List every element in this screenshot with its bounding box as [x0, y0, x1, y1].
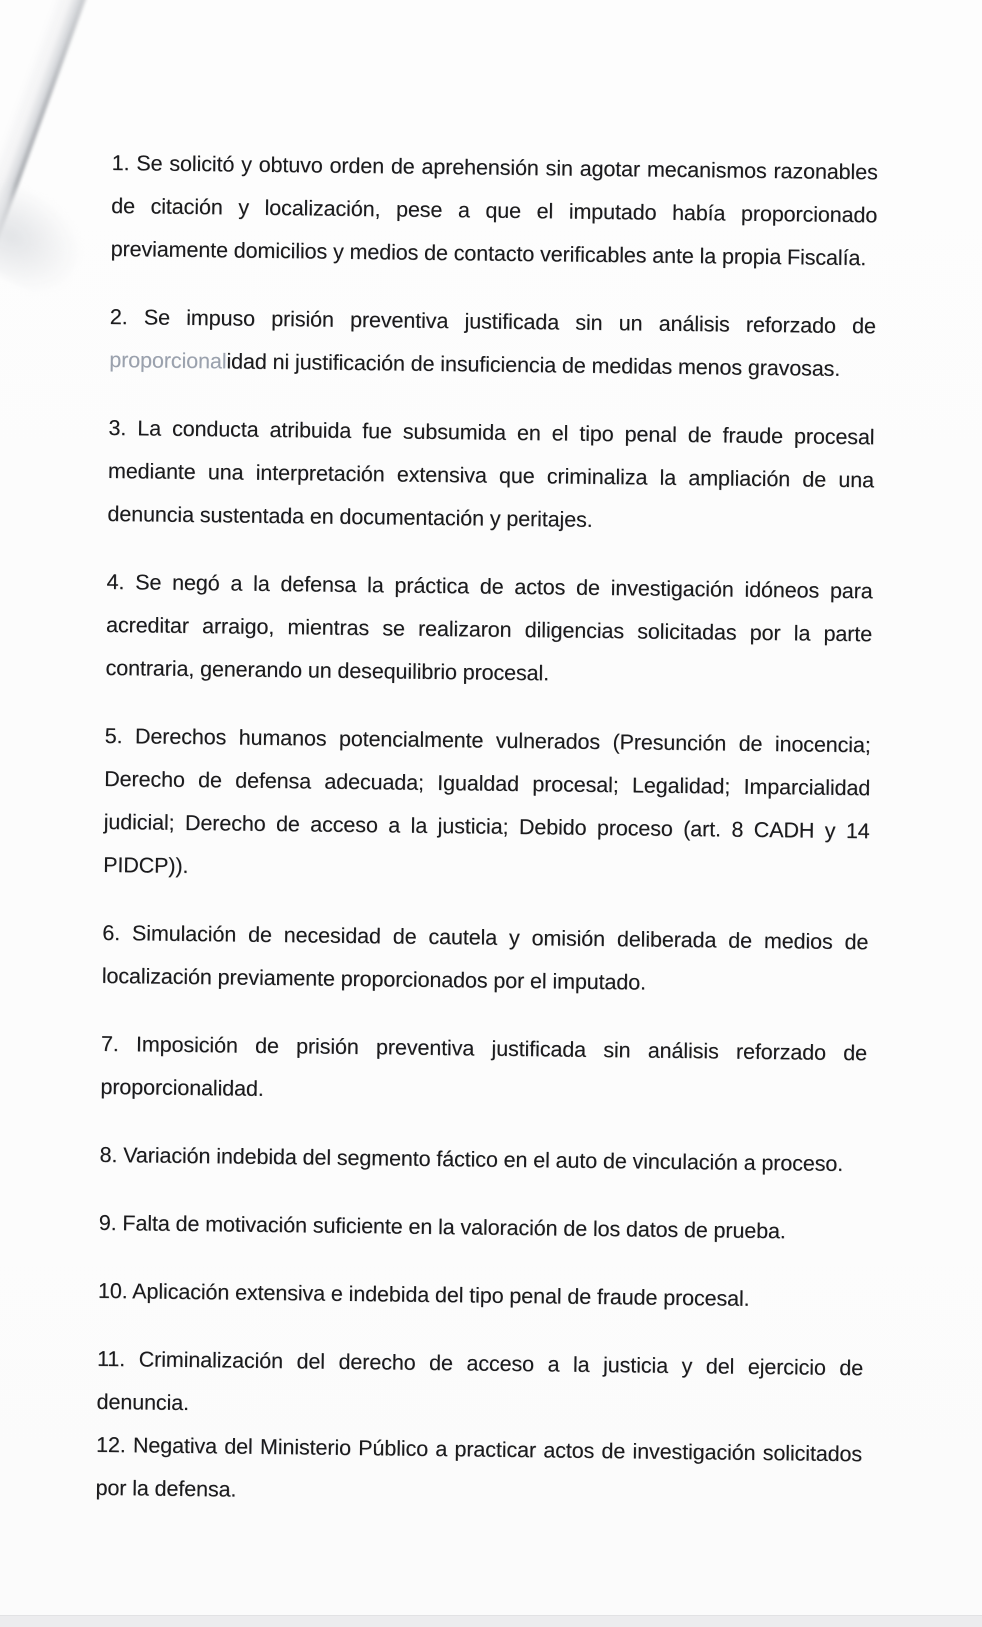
item-text: 5. Derechos humanos potencialmente vulnerados (Presunción de inocencia; Derecho de defensa adecuada; Igualdad procesal; Legalidad; Imparcialidad judicial; Derecho de acceso a la justicia; Debido proceso (art. 8 CADH y 14 PIDCP)).	[103, 723, 871, 878]
legal-points-list	[95, 142, 878, 1544]
item-text: idad ni justificación de insuficiencia de medidas menos gravosas.	[226, 349, 841, 381]
pen-tip-highlight	[0, 175, 96, 304]
item-text: 8. Variación indebida del segmento fáctico en el auto de vinculación a proceso.	[99, 1142, 844, 1177]
item-text: 10. Aplicación extensiva e indebida del tipo penal de fraude procesal.	[97, 1278, 750, 1311]
list-item-3	[107, 407, 875, 545]
item-text: 12. Negativa del Ministerio Público a practicar actos de investigación solicitados por la defensa.	[95, 1432, 863, 1502]
item-text: 1. Se solicitó y obtuvo orden de aprehensión sin agotar mecanismos razonables de citación y localización, pese a que el imputado había proporcionado previamente domicilios y medios de contacto verificables ante la propia Fiscalía.	[110, 150, 878, 271]
faded-ink-text: proporcional	[109, 347, 227, 374]
item-text: 11. Criminalización del derecho de acceso a la justicia y del ejercicio de denuncia.	[96, 1346, 864, 1416]
list-item-10	[98, 1270, 864, 1322]
list-item-8	[99, 1134, 865, 1186]
list-item-12	[95, 1424, 862, 1519]
list-item-7	[100, 1023, 867, 1118]
item-text: 2. Se impuso prisión preventiva justificada sin un análisis reforzado de	[109, 304, 876, 339]
item-text: 4. Se negó a la defensa la práctica de actos de investigación idóneos para acreditar arraigo, mientras se realizaron diligencias solicitadas por la parte contraria, generando un desequilibrio procesal.	[105, 569, 873, 686]
pen-edge-line	[0, 0, 100, 301]
list-item-6	[102, 912, 869, 1007]
item-text: 6. Simulación de necesidad de cautela y omisión deliberada de medios de localización previamente proporcionados por el imputado.	[101, 920, 869, 995]
item-text: 9. Falta de motivación suficiente en la valoración de los datos de prueba.	[98, 1210, 786, 1244]
list-item-11	[96, 1338, 863, 1433]
list-item-4	[105, 561, 873, 699]
item-text: 3. La conducta atribuida fue subsumida en el tipo penal de fraude procesal mediante una interpretación extensiva que criminaliza la ampliación de una denuncia sustentada en documentación y peritajes.	[107, 415, 875, 532]
list-item-1	[110, 142, 878, 280]
list-item-5	[103, 715, 871, 896]
list-item-2	[109, 296, 876, 391]
item-text: 7. Imposición de prisión preventiva justificada sin análisis reforzado de proporcionalidad.	[100, 1031, 868, 1101]
pen-body	[0, 0, 97, 303]
surface-edge	[0, 1615, 982, 1627]
list-item-9	[99, 1202, 865, 1254]
